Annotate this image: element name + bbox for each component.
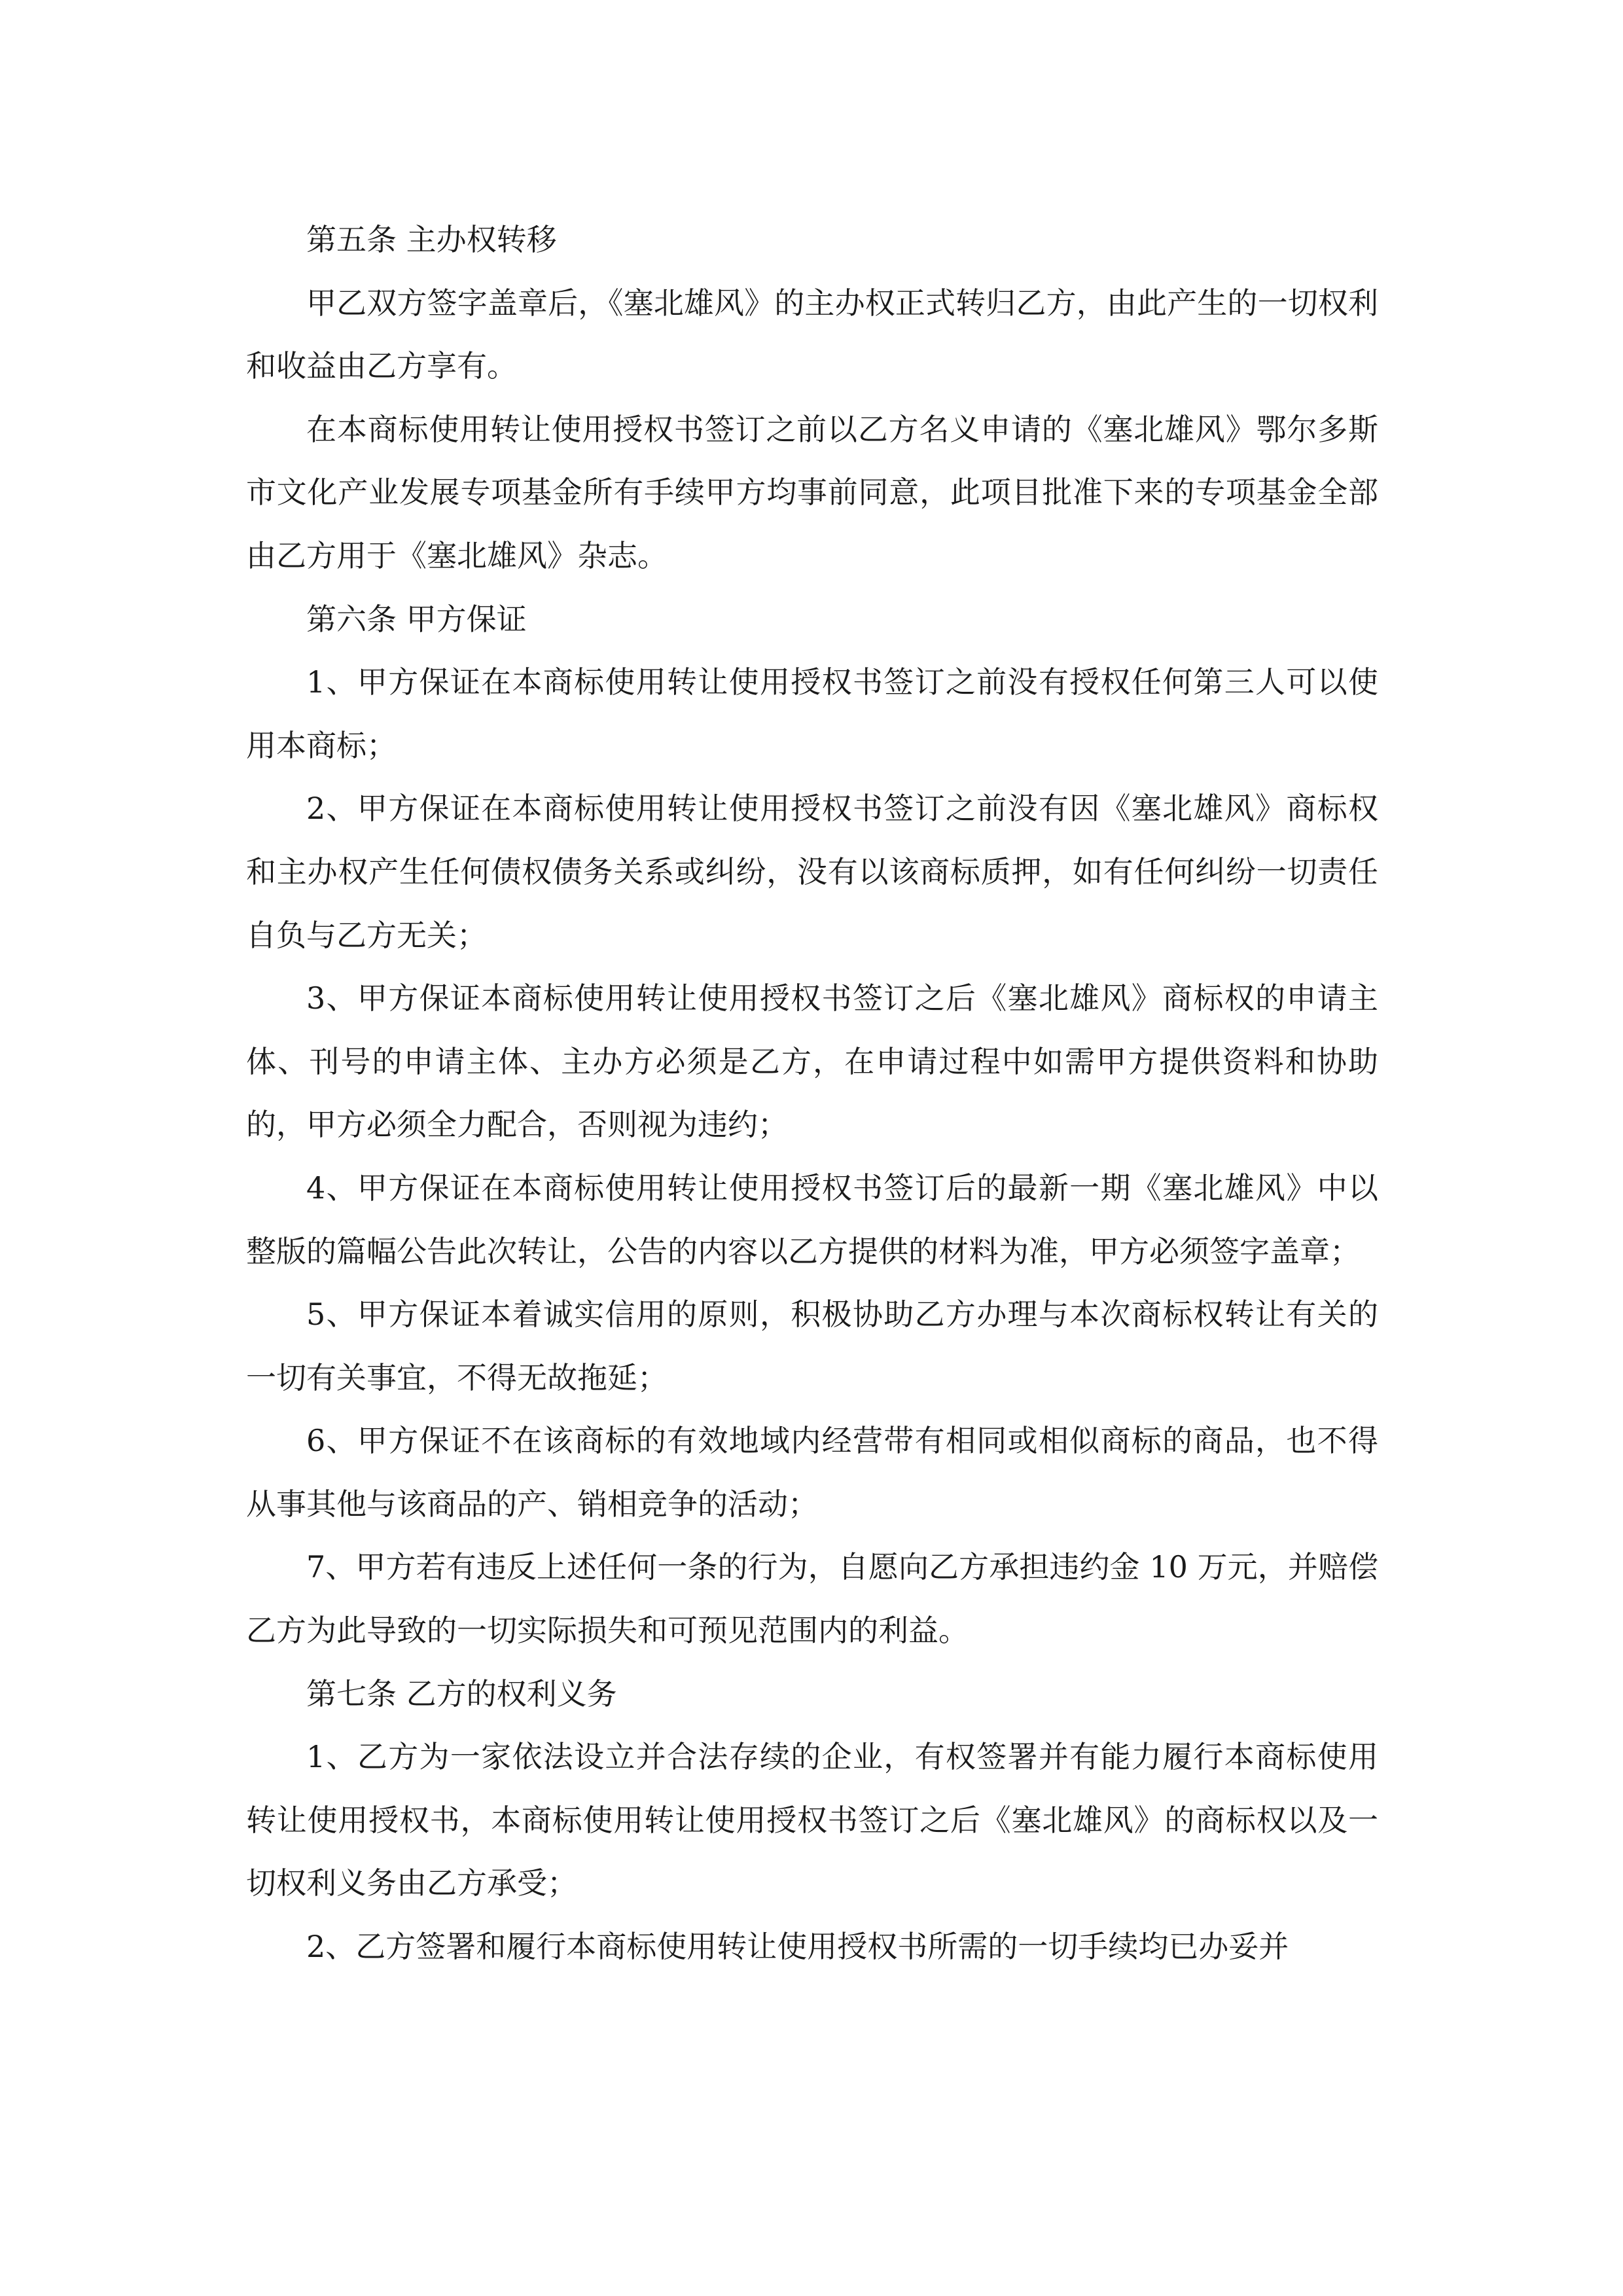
article-6-item-2: 2、甲方保证在本商标使用转让使用授权书签订之前没有因《塞北雄风》商标权和主办权产生任何债权债务关系或纠纷，没有以该商标质押，如有任何纠纷一切责任自负与乙方无关；: [246, 791, 1378, 953]
article-7-heading: 第七条 乙方的权利义务: [306, 1676, 617, 1712]
article-6-item-1: 1、甲方保证在本商标使用转让使用授权书签订之前没有授权任何第三人可以使用本商标；: [246, 664, 1378, 763]
article-5-para-2: 在本商标使用转让使用授权书签订之前以乙方名义申请的《塞北雄风》鄂尔多斯市文化产业发展专项基金所有手续甲方均事前同意，此项目批准下来的专项基金全部由乙方用于《塞北雄风》杂志。: [246, 411, 1378, 573]
article-6-item-7: 7、甲方若有违反上述任何一条的行为，自愿向乙方承担违约金 10 万元，并赔偿乙方为此导致的一切实际损失和可预见范围内的利益。: [246, 1549, 1378, 1649]
article-6-item-6: 6、甲方保证不在该商标的有效地域内经营带有相同或相似商标的商品，也不得从事其他与该商品的产、销相竞争的活动；: [246, 1423, 1378, 1522]
article-6-item-3: 3、甲方保证本商标使用转让使用授权书签订之后《塞北雄风》商标权的申请主体、刊号的申请主体、主办方必须是乙方，在申请过程中如需甲方提供资料和协助的，甲方必须全力配合，否则视为违约；: [246, 980, 1378, 1143]
article-6-item-4: 4、甲方保证在本商标使用转让使用授权书签订后的最新一期《塞北雄风》中以整版的篇幅公告此次转让，公告的内容以乙方提供的材料为准，甲方必须签字盖章；: [246, 1170, 1378, 1269]
article-5-heading: 第五条 主办权转移: [306, 222, 557, 257]
article-6-item-5: 5、甲方保证本着诚实信用的原则，积极协助乙方办理与本次商标权转让有关的一切有关事宜，不得无故拖延；: [246, 1297, 1378, 1395]
article-5-para-1: 甲乙双方签字盖章后，《塞北雄风》的主办权正式转归乙方，由此产生的一切权利和收益由乙方享有。: [246, 285, 1378, 384]
article-7-item-1: 1、乙方为一家依法设立并合法存续的企业，有权签署并有能力履行本商标使用转让使用授权书，本商标使用转让使用授权书签订之后《塞北雄风》的商标权以及一切权利义务由乙方承受；: [246, 1739, 1378, 1901]
article-7-item-2: 2、乙方签署和履行本商标使用转让使用授权书所需的一切手续均已办妥并: [306, 1929, 1289, 1965]
article-6-heading: 第六条 甲方保证: [306, 601, 527, 637]
document-body: [246, 208, 1378, 1979]
